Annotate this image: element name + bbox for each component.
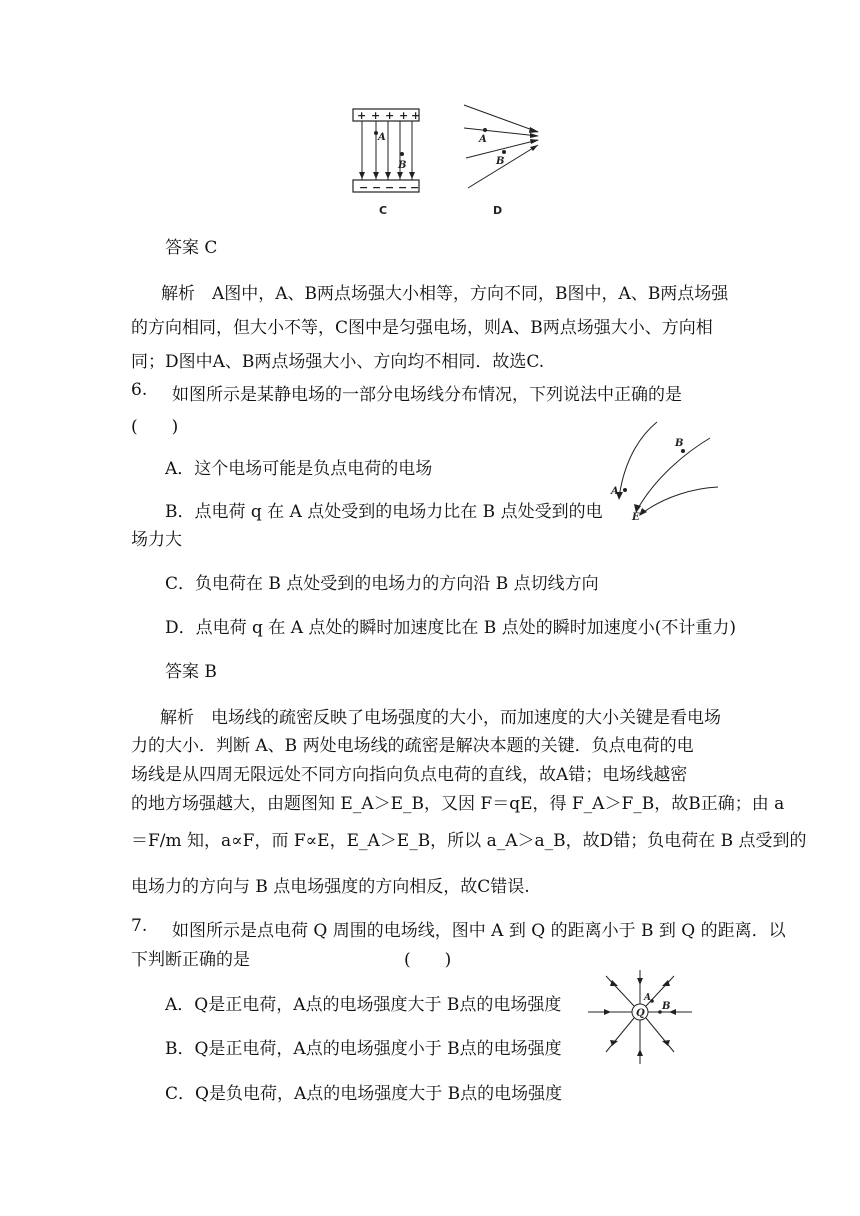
q6-analysis-l2: 力的大小．判断 A、B 两处电场线的疏密是解决本题的关键．负点电荷的电 [131,736,694,756]
q7-fig-b: B [662,1001,671,1012]
q6-analysis-label: 解析 [160,708,194,728]
q6-paren: ( ) [131,417,179,437]
svg-text:−: − [385,181,395,194]
q7-stem-l1: 如图所示是点电荷 Q 周围的电场线，图中 A 到 Q 的距离小于 B 到 Q 的距离．以 [172,921,786,941]
q6-option-c: C．负电荷在 B 点处受到的电场力的方向沿 B 点切线方向 [165,574,599,594]
q6-option-b-line1: B．点电荷 q 在 A 点处受到的电场力比在 B 点处受到的电 [165,502,603,522]
q5-analysis-text: A图中，A、B两点场强大小相等，方向不同，B图中，A、B两点场强的方向相同，但大小不等，C图中是匀强电场，则A、B两点场强大小、方向相同；D图中A、B两点场强大小、方向均不相同．故选C. [131,284,729,372]
svg-text:−: − [359,181,369,194]
figure-c-uniform-field [350,104,430,219]
q6-analysis-l1: 电场线的疏密反映了电场强度的大小，而加速度的大小关键是看电场 [211,708,721,728]
q6-analysis-l6: 电场力的方向与 B 点电场强度的方向相反，故C错误. [131,877,530,897]
q7-fig-q: Q [636,1008,645,1019]
q6-option-b-line2: 场力大 [131,530,182,550]
q5-answer: 答案 C [165,238,218,258]
q6-answer: 答案 B [165,662,217,682]
q6-analysis-line1 [160,703,721,728]
q6-analysis-l4: 的地方场强越大，由题图知 E_A＞E_B，又因 F＝qE，得 F_A＞F_B，故B正确；由 a [131,794,785,814]
q6-number: 6. [131,380,148,400]
q6-analysis-l3: 场线是从四周无限远处不同方向指向负点电荷的直线，故A错；电场线越密 [131,765,688,785]
q7-option-a: A．Q是正电荷，A点的电场强度大于 B点的电场强度 [165,995,562,1015]
figure-d-label: D [493,204,503,217]
svg-text:A: A [479,134,487,145]
q5-analysis-label: 解析 [161,284,195,304]
q7-option-b: B．Q是正电荷，A点的电场强度小于 B点的电场强度 [165,1039,562,1059]
svg-text:−: − [372,181,382,194]
q6-option-a: A．这个电场可能是负点电荷的电场 [165,459,433,479]
q7-option-c: C．Q是负电荷，A点的电场强度大于 B点的电场强度 [165,1084,563,1104]
q5-analysis [131,277,731,379]
q7-fig-a: A [644,993,651,1003]
q7-paren: ( ) [404,950,452,970]
q7-number: 7. [131,916,148,936]
svg-text:+: + [385,109,395,122]
figure-q7-point-charge [586,968,696,1068]
svg-text:+: + [371,109,381,122]
svg-text:+: + [357,109,367,122]
svg-text:−: − [398,181,408,194]
q6-stem: 如图所示是某静电场的一部分电场线分布情况，下列说法中正确的是 [172,385,682,405]
svg-text:B: B [398,160,407,171]
svg-text:A: A [378,132,386,143]
svg-text:+: + [399,109,409,122]
q7-stem-l2: 下判断正确的是 [131,950,250,970]
q6-fig-b: B [675,438,684,449]
figure-q6-field-lines [605,418,725,528]
figure-d-converging-field [460,100,545,220]
q6-fig-a: A [611,486,619,497]
svg-text:−: − [410,181,420,194]
figure-c-label: C [379,204,388,217]
svg-text:+: + [411,109,421,122]
q6-analysis-l5: ＝F/m 知，a∝F，而 F∝E，E_A＞E_B，所以 a_A＞a_B，故D错；负电荷在 B 点受到的 [131,831,807,851]
q6-fig-e: E [632,512,640,523]
q6-option-d: D．点电荷 q 在 A 点处的瞬时加速度比在 B 点处的瞬时加速度小(不计重力) [165,618,736,638]
svg-text:B: B [496,156,505,167]
